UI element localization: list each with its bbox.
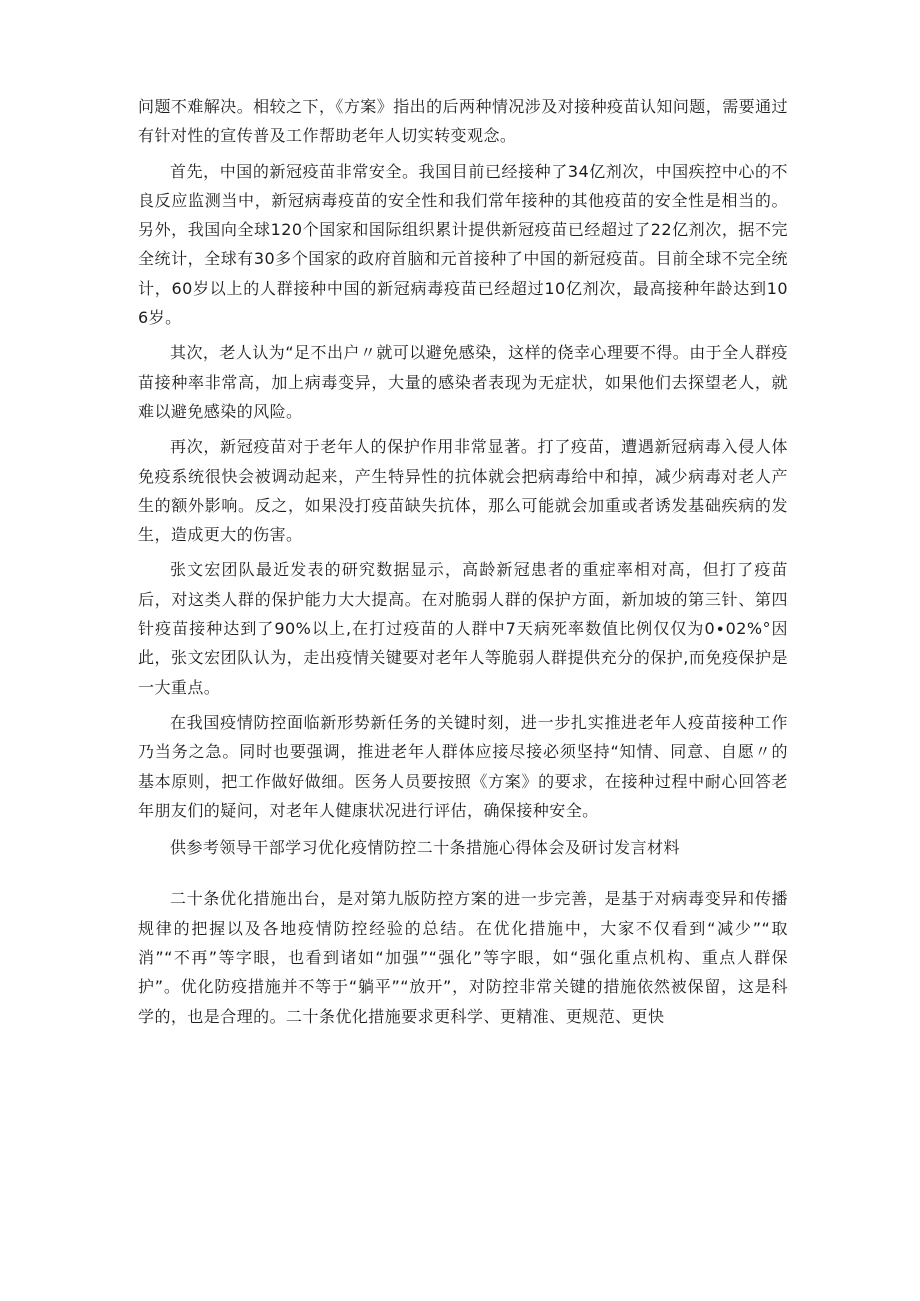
document-body [138, 92, 788, 1031]
body-paragraph: 再次，新冠疫苗对于老年人的保护作用非常显著。打了疫苗，遭遇新冠病毒入侵人体免疫系统很快会被调动起来，产生特异性的抗体就会把病毒给中和掉，减少病毒对老人产生的额外影响。反之，如果没打疫苗缺失抗体，那么可能就会加重或者诱发基础疾病的发生，造成更大的伤害。 [138, 437, 788, 545]
section-heading: 供参考领导干部学习优化疫情防控二十条措施心得体会及研讨发言材料 [170, 838, 680, 858]
body-paragraph: 张文宏团队最近发表的研究数据显示，高龄新冠患者的重症率相对高，但打了疫苗后，对这类人群的保护能力大大提高。在对脆弱人群的保护方面，新加坡的第三针、第四针疫苗接种达到了90%以上,在打过疫苗的人群中7天病死率数值比例仅仅为0∙02%°因此，张文宏团队认为，走出疫情关键要对老年人等脆弱人群提供充分的保护,而免疫保护是一大重点。 [138, 560, 788, 697]
body-paragraph: 其次，老人认为“足不出户〃就可以避免感染，这样的侥幸心理要不得。由于全人群疫苗接种率非常高，加上病毒变异，大量的感染者表现为无症状，如果他们去探望老人，就难以避免感染的风险。 [138, 343, 788, 421]
body-paragraph: 首先，中国的新冠疫苗非常安全。我国目前已经接种了34亿剂次，中国疾控中心的不良反应监测当中，新冠病毒疫苗的安全性和我们常年接种的其他疫苗的安全性是相当的。另外，我国向全球120个国家和国际组织累计提供新冠疫苗已经超过了22亿剂次，据不完全统计，全球有30多个国家的政府首脑和元首接种了中国的新冠疫苗。目前全球不完全统计，60岁以上的人群接种中国的新冠病毒疫苗已经超过10亿剂次，最高接种年龄达到106岁。 [138, 161, 788, 328]
body-paragraph: 在我国疫情防控面临新形势新任务的关键时刻，进一步扎实推进老年人疫苗接种工作乃当务之急。同时也要强调，推进老年人群体应接尽接必须坚持“知情、同意、自愿〃的基本原则，把工作做好做细。医务人员要按照《方案》的要求，在接种过程中耐心回答老年朋友们的疑问，对老年人健康状况进行评估，确保接种安全。 [138, 712, 788, 820]
body-paragraph: 二十条优化措施出台，是对第九版防控方案的进一步完善，是基于对病毒变异和传播规律的把握以及各地疫情防控经验的总结。在优化措施中，大家不仅看到“减少”“取消”“不再”等字眼，也看到诸如“加强”“强化”等字眼，如“强化重点机构、重点人群保护”。优化防疫措施并不等于“躺平”“放开”，对防控非常关键的措施依然被保留，这是科学的，也是合理的。二十条优化措施要求更科学、更精准、更规范、更快 [138, 889, 788, 1026]
body-paragraph: 问题不难解决。相较之下，《方案》指出的后两种情况涉及对接种疫苗认知问题，需要通过有针对性的宣传普及工作帮助老年人切实转变观念。 [138, 97, 789, 146]
